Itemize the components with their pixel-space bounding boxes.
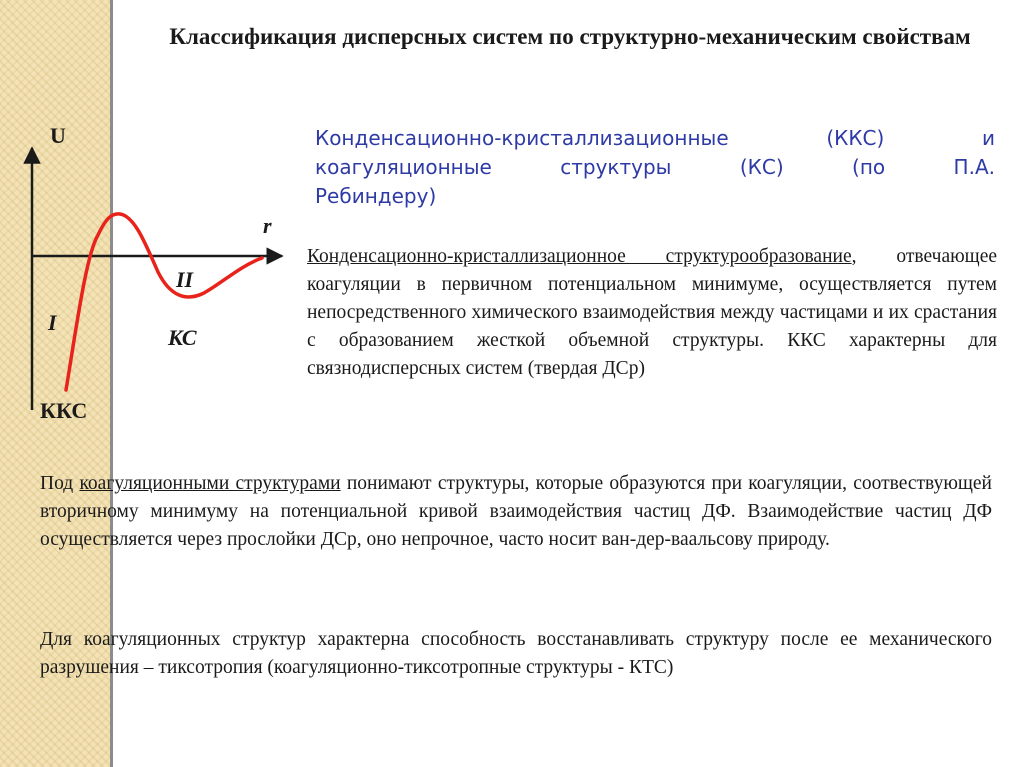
term-coagulation-structures: коагуляционными структурами <box>79 473 341 494</box>
y-axis-label: U <box>50 123 66 148</box>
subtitle-line-1: Конденсационно-кристаллизационные (ККС) и коагуляционные структуры (КС) (по П.А. <box>315 126 995 179</box>
paragraph-coagulation-text: понимают структуры, которые образуются при коагуляции, соотвествующей вторичному минимуму на потенциальной кривой взаимодействия частиц ДФ. Взаимодействие частиц ДФ осуществляется через прослойки ДСр, оно непрочное, часто носит ван-дер-ваальсову природу. <box>40 473 992 550</box>
potential-curve <box>66 214 262 390</box>
paragraph-condensation-text: , отвечающее коагуляции в первичном потенциальном минимуме, осуществляется путем непосредственного химического взаимодействия между частицами и их срастания с образованием жесткой объемной структуры. ККС характерны для связнодисперсных систем (твердая ДСр) <box>307 246 997 379</box>
paragraph-condensation <box>307 243 997 383</box>
paragraph-coagulation-intro: Под <box>40 473 80 494</box>
potential-energy-diagram <box>0 110 300 440</box>
subtitle-line-2: Ребиндеру) <box>315 184 437 208</box>
label-second-minimum: II <box>176 267 194 292</box>
x-axis-label: r <box>263 213 272 238</box>
label-ks: КС <box>168 325 197 350</box>
paragraph-coagulation <box>40 470 992 554</box>
page-title: Классификация дисперсных систем по структурно-механическим свойствам <box>169 24 971 49</box>
label-kks: ККС <box>40 398 88 423</box>
term-condensation-structure: Конденсационно-кристаллизационное структурообразование <box>307 246 852 267</box>
paragraph-thixotropy: Для коагуляционных структур характерна способность восстанавливать структуру после ее механического разрушения – тиксотропия (коагуляционно-тиксотропные структуры - КТС) <box>40 629 992 678</box>
subtitle <box>315 124 995 211</box>
label-first-minimum: I <box>48 310 57 335</box>
